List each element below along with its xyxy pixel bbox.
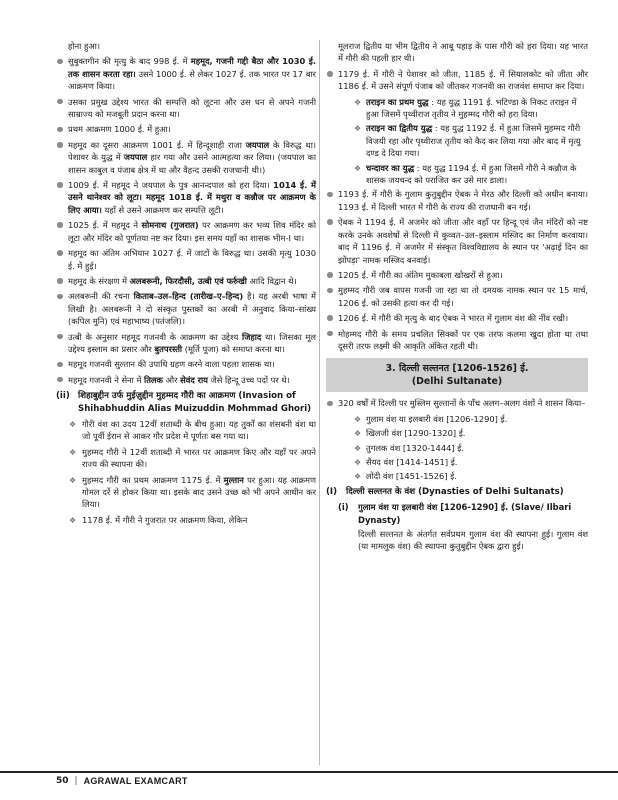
diamond-bullet-icon: ❖ [354, 414, 362, 424]
bold-text: तराइन का द्वितीय युद्ध [366, 123, 433, 134]
bold-text: अलबरूनी, फिरदौसी, उत्बी एवं फर्रुखी [129, 275, 247, 286]
bullet-dot-icon [57, 182, 63, 188]
bullet-dot-icon [57, 278, 63, 284]
text-run: 1206 ई. में गौरी की मृत्यु के बाद ऐबक ने भारत में गुलाम वंश की नींव रखी। [338, 313, 569, 324]
text-run: ऐबक ने 1194 ई. में अजमेर को जीता और वहाँ पर हिन्दू एवं जैन मंदिरों को नष्ट करके उनके अवशेषों से दिल्ली में कुव्वत–उल–इस्लाम मस्जिद का निर्माण करवाया। बाद में 1196 ई. में अजमेर में संस्कृत विश्वविद्यालय के स्थान पर 'अढ़ाई दिन का झोंपड़ा' नामक मस्जिद बनवाई। [338, 217, 588, 265]
bullet-dot-icon [57, 142, 63, 148]
text-run: जैसे हिन्दू उच्च पदों पर थे। [207, 374, 290, 385]
bullet-item [326, 284, 588, 309]
bullet-dot-icon [327, 288, 333, 294]
right-column-bottom [326, 397, 588, 552]
bullet-item [326, 269, 588, 281]
bullet-dot-icon [57, 59, 63, 65]
diamond-bullet-icon: ❖ [354, 472, 362, 482]
right-column-top [326, 40, 588, 352]
bullet-dot-icon [327, 272, 333, 278]
text-run: 1009 ई. में महमूद ने जयपाल के पुत्र आनन्दपाल को हरा दिया। [68, 180, 274, 191]
heading-text: गुलाम वंश या इलबारी वंश [1206-1290] ई. (Slave/ Ilbari Dynasty) [358, 502, 572, 525]
text-run: : यह युद्ध 1191 ई. भटिण्डा के निकट तराइन में हुआ जिसमें पृथ्वीराज तृतीय ने मुहम्मद गौरी को हरा दिया। [366, 96, 577, 120]
bold-text: सेवंद राय [180, 374, 208, 385]
heading-number: (ii) [56, 391, 70, 402]
subsection-heading [326, 486, 588, 498]
heading-text: दिल्ली सल्तनत के वंश (Dynasties of Delhi Sultanats) [346, 486, 564, 497]
bullet-dot-icon [327, 219, 333, 225]
bullet-dot-icon [327, 315, 333, 321]
sub-bullet-item [56, 514, 316, 526]
page-footer [56, 776, 188, 786]
diamond-bullet-icon: ❖ [354, 124, 362, 134]
bullet-item [56, 55, 316, 92]
bullet-item [326, 216, 588, 266]
bullet-dot-icon [57, 334, 63, 340]
subsection-heading [326, 501, 588, 526]
left-column [56, 40, 316, 529]
diamond-bullet-icon: ❖ [69, 515, 77, 525]
sub-bullet-item [56, 418, 316, 443]
diamond-bullet-icon: ❖ [69, 475, 77, 485]
dynasty-list-item [326, 456, 588, 468]
text-run: मुहम्मद गौरी का प्रथम आक्रमण 1175 ई. में [82, 474, 224, 485]
footer-separator: | [74, 776, 78, 786]
bold-text: किताब–उल–हिन्द (तारीख–ए–हिन्द) [133, 291, 244, 302]
text-run: महमूद गजनवी सुल्तान की उपाधि ग्रहण करने वाला पहला शासक था। [68, 359, 275, 370]
text-run: महमूद गजनवी ने सेना में [68, 374, 145, 385]
bold-text: सोमनाथ (गुजरात) [141, 220, 199, 231]
text-run: पर आक्रमण कर भव्य शिव मंदिर को लूटा और मंदिर को पूर्णतया नष्ट कर दिया। इस समय यहाँ का शासक भीम-I था। [68, 220, 316, 243]
bold-text: बुतपरस्ती [154, 343, 183, 354]
dynasty-list-item [326, 442, 588, 454]
text-run: मुहम्मद गौरी ने 12वीं शताब्दी में भारत पर आक्रमण किए और यहाँ पर अपने राज्य की स्थापना की। [82, 446, 316, 470]
text-run: प्रथम आक्रमण 1000 ई. में हुआ। [68, 124, 171, 135]
text-run: उसका प्रमुख उद्देश्य भारत की सम्पत्ति को लूटना और उस धन से अपने गजनी साम्राज्य को मजबूती प्रदान करना था। [68, 96, 316, 120]
text-run: गौरी वंश का उदय 12वीं शताब्दी के बीच हुआ। यह तुर्कों का शंसबनी वंश था जो पूर्वी ईरान से आकर गौर प्रदेश में पूर्णतः बस गया था। [82, 418, 316, 442]
dynasty-name: खिलजी वंश [1290-1320] ई. [366, 428, 466, 439]
section-heading-box [326, 358, 588, 392]
column-divider [319, 40, 320, 765]
sub-bullet-item [56, 446, 316, 471]
bullet-item [56, 331, 316, 356]
paragraph-continuation: होना हुआ। [68, 41, 100, 51]
text-run: के विरुद्ध था। पेशावर के युद्ध में [68, 139, 316, 163]
text-run: 1205 ई. में गौरी का अंतिम मुकाबला खोखरों से हुआ। [338, 269, 503, 280]
bold-text: 1014 ई. में उसने थानेश्वर को लूटा। महमूद 1018 ई. में मथुरा व कन्नौज पर आक्रमण के लिए आया। [68, 180, 316, 215]
paragraph-continuation: मूलराज द्वितीय या भीम द्वितीय ने आबू पहाड़ के पास गौरी को हरा दिया। यह भारत में गौरी की पहली हार थी। [338, 41, 588, 64]
text-run: हार गया और उसने आत्महत्या कर लिया। (जयपाल का शासन काबुल व पंजाब क्षेत्र में था और वैहन्द उसकी राजधानी थी।) [68, 152, 316, 175]
dynasty-list-item [326, 427, 588, 439]
dynasty-list-item [326, 413, 588, 425]
bullet-item [56, 179, 316, 216]
bullet-item [56, 139, 316, 176]
page-number: 50 [56, 776, 69, 786]
text-run: मुहम्मद गौरी जब वापस गजनी जा रहा था तो दमयक नामक स्थान पर 15 मार्च, 1206 ई. को उसकी हत्या कर दी गई। [338, 285, 588, 308]
bullet-dot-icon [57, 362, 63, 368]
section-title-english: (Delhi Sultanate) [411, 376, 503, 388]
text-run: : यह युद्ध 1192 ई. में हुआ जिसमें मुहम्मद गौरी विजयी रहा और पृथ्वीराज तृतीय को कैद कर लिया गया और बाद में मृत्यु दण्ड दे दिया गया। [366, 123, 581, 159]
text-run: महमूद का दूसरा आक्रमण 1001 ई. में हिन्दूशाही राजा [68, 139, 246, 150]
text-run: आदि विद्वान थे। [246, 275, 297, 286]
text-run: महमूद के संरक्षण में [68, 275, 130, 286]
diamond-bullet-icon: ❖ [354, 429, 362, 439]
dynasty-list-item [326, 470, 588, 482]
battle-item [326, 96, 588, 121]
sub-bullet-item [56, 474, 316, 511]
bold-text: जयपाल [245, 139, 270, 150]
text-run: 320 वर्षों में दिल्ली पर मुस्लिम सुल्तानों के पाँच अलग–अलग वंशों ने शासन किया– [338, 398, 586, 409]
bullet-item [56, 123, 316, 135]
diamond-bullet-icon: ❖ [354, 443, 362, 453]
bold-text: चन्दावर का युद्ध [366, 162, 415, 173]
text-run: और [162, 374, 181, 385]
text-run: उसने 1000 ई. से लेकर 1027 ई. तक भारत पर 17 बार आक्रमण किया। [68, 68, 316, 92]
bold-text: मुल्तान [223, 474, 244, 485]
dynasty-name: तुगलक वंश [1320-1444] ई. [366, 442, 464, 453]
section-title-hindi: 3. दिल्ली सल्तनत [1206-1526] ई. [385, 363, 529, 375]
bullet-item [56, 247, 316, 272]
heading-number: (I) [326, 486, 338, 497]
bullet-item [56, 290, 316, 327]
bullet-dot-icon [57, 127, 63, 133]
bullet-dot-icon [57, 99, 63, 105]
text-run: पर हुआ। यह आक्रमण गोमल दर्रे से होकर किया था। इसके बाद उसने उच्छ को भी अपने आधीन कर लिया। [82, 474, 316, 510]
bullet-item [56, 96, 316, 121]
bullet-dot-icon [327, 331, 333, 337]
diamond-bullet-icon: ❖ [69, 447, 77, 457]
bold-text: महमूद, गजनी गद्दी बैठा और 1030 ई. तक शासन करता रहा। [68, 56, 316, 79]
bullet-dot-icon [327, 192, 333, 198]
dynasty-name: सैयद वंश [1414-1451] ई. [366, 456, 458, 467]
paragraph: दिल्ली सल्तनत के अंतर्गत सर्वप्रथम गुलाम वंश की स्थापना हुई। गुलाम वंश (या मामलुक वंश) की स्थापना कुतुबुद्दीन ऐबक द्वारा हुई। [358, 529, 588, 552]
text-run: (मूर्ति पूजा) को समाप्त करना था। [182, 343, 285, 354]
bold-text: तराइन का प्रथम युद्ध [366, 96, 429, 107]
diamond-bullet-icon: ❖ [354, 163, 362, 173]
dynasty-name: गुलाम वंश या इलबारी वंश [1206-1290] ई. [366, 413, 508, 424]
text-run: 1193 ई. में गौरी के गुलाम कुतुबुद्दीन ऐबक ने मेरठ और दिल्ली को अधीन बनाया। 1193 ई. में दिल्ली भारत में गौरी के राज्य की राजधानी बन गई। [338, 189, 588, 212]
diamond-bullet-icon: ❖ [354, 457, 362, 467]
publisher-brand: AGRAWAL EXAMCART [83, 776, 188, 786]
bold-text: तिलक [144, 374, 163, 385]
battle-item [326, 122, 588, 159]
text-run: है। यह अरबी भाषा में लिखी है। अलबरूनी ने दो संस्कृत पुस्तकों का अरबी में अनुवाद किया–सांख्य (कपिल मुनि) एवं महाभाष्य (पतंजलि)। [68, 291, 317, 327]
text-run: यहाँ से उसने आक्रमण कर सम्पत्ति लूटी। [101, 204, 224, 215]
bullet-item [326, 397, 588, 409]
bullet-item [326, 188, 588, 213]
text-run: महमूद का अंतिम अभियान 1027 ई. में जाटों के विरुद्ध था। उसकी मृत्यु 1030 ई. में हुई। [68, 248, 316, 271]
dynasty-name: लोदी वंश [1451-1526] ई. [366, 471, 457, 482]
text-run: 1025 ई. में महमूद ने [68, 220, 142, 231]
diamond-bullet-icon: ❖ [354, 97, 362, 107]
heading-text: शिहाबुद्दीन उर्फ मुईज़ुद्दीन मुहम्मद गौरी का आक्रमण (Invasion of Shihabhuddin Alias Muizuddin Mohmmad Ghori) [78, 391, 312, 414]
text-run: अलबरूनी की रचना [68, 291, 134, 302]
text-run: मोहम्मद गौरी के समय प्रचलित सिक्कों पर एक तरफ कलमा खुदा होता था तथा दूसरी तरफ लक्ष्मी की आकृति अंकित रहती थी। [338, 328, 588, 351]
bullet-item [326, 312, 588, 324]
text-run: उत्बी के अनुसार महमूद गजनवी के आक्रमण का उद्देश्य [68, 331, 243, 342]
bold-text: जिहाद [242, 331, 262, 342]
footer-rule [0, 771, 618, 773]
battle-item [326, 162, 588, 187]
bullet-item [56, 358, 316, 370]
text-run: सुबुक्तगीन की मृत्यु के बाद 998 ई. में [68, 56, 191, 67]
bold-text: जयपाल [123, 152, 148, 163]
bullet-dot-icon [327, 71, 333, 77]
bullet-dot-icon [57, 222, 63, 228]
diamond-bullet-icon: ❖ [69, 419, 77, 429]
bullet-item [326, 68, 588, 93]
text-run: था। जिसका मूल उद्देश्य इस्लाम का प्रसार और [68, 331, 316, 354]
text-run: : यह युद्ध 1194 ई. में हुआ जिसमें गौरी ने कन्नौज के शासक जयचन्द को पराजित कर उसे मार डाला। [366, 162, 577, 186]
bullet-dot-icon [327, 401, 333, 407]
bullet-item [56, 275, 316, 287]
right-column [326, 40, 588, 553]
subsection-heading [56, 390, 316, 415]
text-run: 1178 ई. में गौरी ने गुजरात पर आक्रमण किया, लेकिन [82, 514, 248, 525]
bullet-dot-icon [57, 294, 63, 300]
bullet-item [56, 374, 316, 386]
heading-number: (i) [338, 502, 349, 513]
bullet-item [56, 219, 316, 244]
text-run: 1179 ई. में गौरी ने पेशावर को जीता, 1185 ई. में सियालकोट को जीता और 1186 ई. में उसने संपूर्ण पंजाब को जीतकर गजनवी का राजवंश समाप्त कर दिया। [338, 68, 588, 92]
bullet-dot-icon [57, 250, 63, 256]
bullet-dot-icon [57, 377, 63, 383]
bullet-item [326, 328, 588, 353]
